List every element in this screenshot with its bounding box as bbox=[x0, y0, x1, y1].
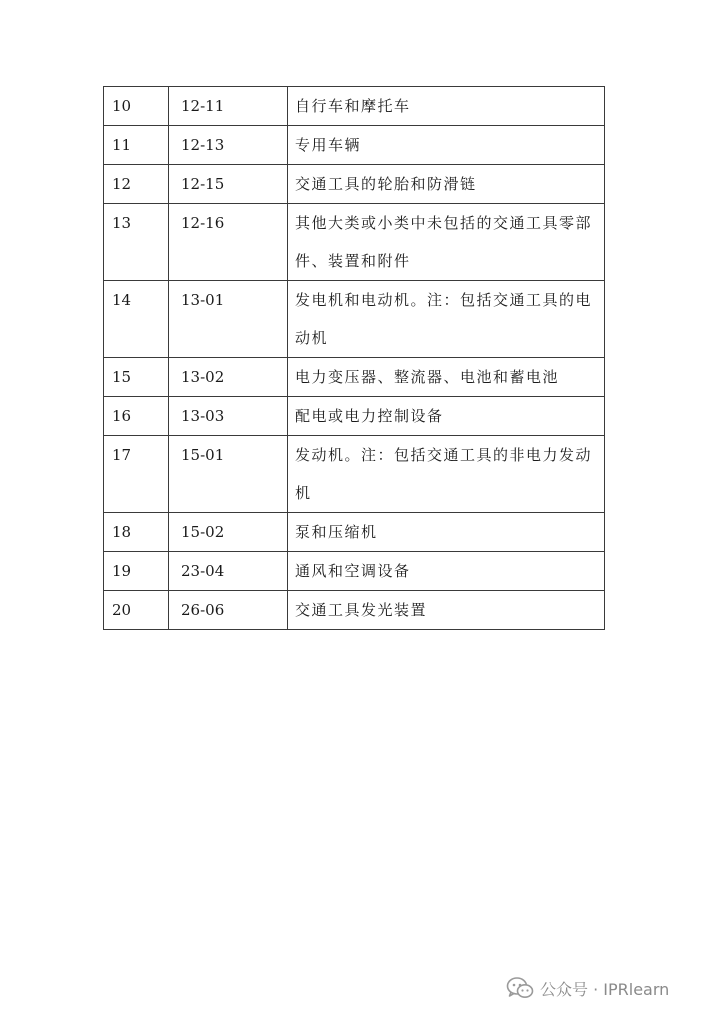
wechat-icon bbox=[506, 976, 534, 1000]
class-description: 交通工具发光装置 bbox=[288, 591, 605, 630]
watermark-text: 公众号 · IPRlearn bbox=[540, 979, 670, 999]
class-description: 通风和空调设备 bbox=[288, 552, 605, 591]
classification-table bbox=[103, 86, 605, 630]
table-row bbox=[104, 87, 605, 126]
class-description: 发动机。注：包括交通工具的非电力发动机 bbox=[288, 436, 605, 513]
row-number: 20 bbox=[104, 591, 169, 630]
class-code: 15-02 bbox=[169, 513, 288, 552]
class-code: 12-15 bbox=[169, 165, 288, 204]
class-code: 26-06 bbox=[169, 591, 288, 630]
row-number: 13 bbox=[104, 204, 169, 281]
table-row bbox=[104, 165, 605, 204]
class-code: 13-01 bbox=[169, 281, 288, 358]
wechat-watermark bbox=[506, 976, 669, 1000]
table-row bbox=[104, 513, 605, 552]
class-description: 发电机和电动机。注：包括交通工具的电动机 bbox=[288, 281, 605, 358]
class-description: 电力变压器、整流器、电池和蓄电池 bbox=[288, 358, 605, 397]
row-number: 16 bbox=[104, 397, 169, 436]
row-number: 17 bbox=[104, 436, 169, 513]
row-number: 19 bbox=[104, 552, 169, 591]
table-row bbox=[104, 204, 605, 281]
class-code: 13-02 bbox=[169, 358, 288, 397]
class-description: 其他大类或小类中未包括的交通工具零部件、装置和附件 bbox=[288, 204, 605, 281]
table-body bbox=[104, 87, 605, 630]
row-number: 14 bbox=[104, 281, 169, 358]
table-row bbox=[104, 436, 605, 513]
row-number: 18 bbox=[104, 513, 169, 552]
class-code: 12-11 bbox=[169, 87, 288, 126]
table-row bbox=[104, 281, 605, 358]
table-row bbox=[104, 358, 605, 397]
row-number: 11 bbox=[104, 126, 169, 165]
row-number: 15 bbox=[104, 358, 169, 397]
row-number: 10 bbox=[104, 87, 169, 126]
class-description: 专用车辆 bbox=[288, 126, 605, 165]
class-description: 自行车和摩托车 bbox=[288, 87, 605, 126]
class-description: 泵和压缩机 bbox=[288, 513, 605, 552]
class-code: 12-13 bbox=[169, 126, 288, 165]
table-row bbox=[104, 397, 605, 436]
row-number: 12 bbox=[104, 165, 169, 204]
table-row bbox=[104, 591, 605, 630]
table-row bbox=[104, 552, 605, 591]
class-description: 配电或电力控制设备 bbox=[288, 397, 605, 436]
class-code: 15-01 bbox=[169, 436, 288, 513]
class-code: 13-03 bbox=[169, 397, 288, 436]
class-code: 12-16 bbox=[169, 204, 288, 281]
table-row bbox=[104, 126, 605, 165]
class-description: 交通工具的轮胎和防滑链 bbox=[288, 165, 605, 204]
class-code: 23-04 bbox=[169, 552, 288, 591]
